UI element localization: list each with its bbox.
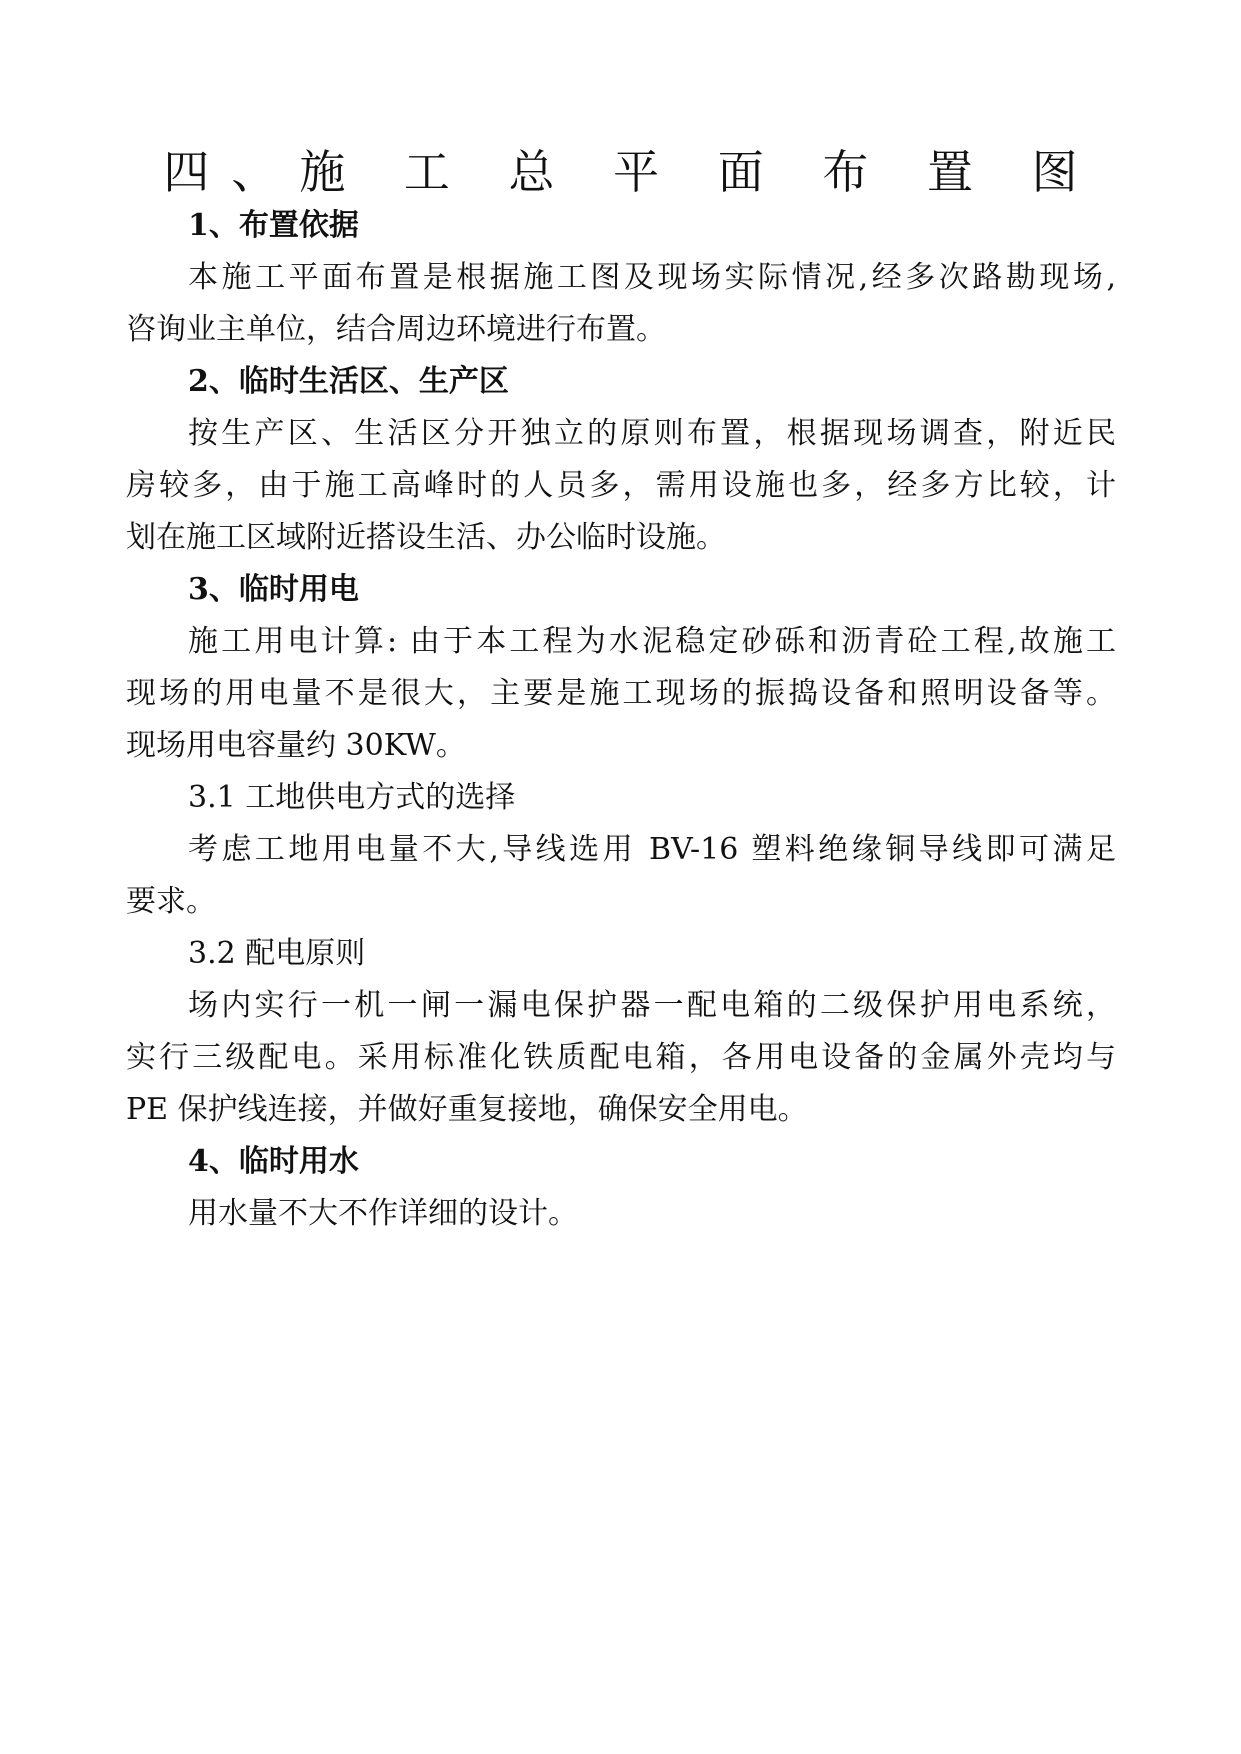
document-body [126,200,1116,1240]
page-title: 四、施 工 总 平 面 布 置 图 [163,145,1100,199]
section-2-line-1: 按生产区、生活区分开独立的原则布置，根据现场调查，附近民 [188,416,1116,451]
section-4-heading: 4、临时用水 [188,1144,359,1179]
subsection-3-2-line-1: 场内实行一机一闸一漏电保护器一配电箱的二级保护用电系统， [188,988,1116,1023]
section-3-heading: 3、临时用电 [188,572,359,607]
section-3-line-1: 施工用电计算: 由于本工程为水泥稳定砂砾和沥青砼工程,故施工 [188,624,1116,659]
section-2-heading: 2、临时生活区、生产区 [188,364,509,399]
section-1-heading: 1、布置依据 [188,208,359,243]
section-2-line-2: 房较多，由于施工高峰时的人员多，需用设施也多，经多方比较，计 [126,468,1116,503]
subsection-3-1-line-1: 考虑工地用电量不大,导线选用 BV-16 塑料绝缘铜导线即可满足 [188,832,1116,867]
subsection-3-2-line-3: PE 保护线连接，并做好重复接地，确保安全用电。 [126,1092,808,1127]
section-4-line-1: 用水量不大不作详细的设计。 [188,1196,578,1231]
section-3-line-2: 现场的用电量不是很大，主要是施工现场的振捣设备和照明设备等。 [126,676,1116,711]
section-2-line-3: 划在施工区域附近搭设生活、办公临时设施。 [126,520,726,555]
subsection-3-2-heading: 3.2 配电原则 [188,936,366,971]
subsection-3-1-line-2: 要求。 [126,884,216,919]
section-1-line-2: 咨询业主单位，结合周边环境进行布置。 [126,312,666,347]
subsection-3-1-heading: 3.1 工地供电方式的选择 [188,780,516,815]
subsection-3-2-line-2: 实行三级配电。采用标准化铁质配电箱，各用电设备的金属外壳均与 [126,1040,1116,1075]
section-3-line-3: 现场用电容量约 30KW。 [126,728,466,763]
section-1-line-1: 本施工平面布置是根据施工图及现场实际情况,经多次路勘现场, [188,260,1116,295]
